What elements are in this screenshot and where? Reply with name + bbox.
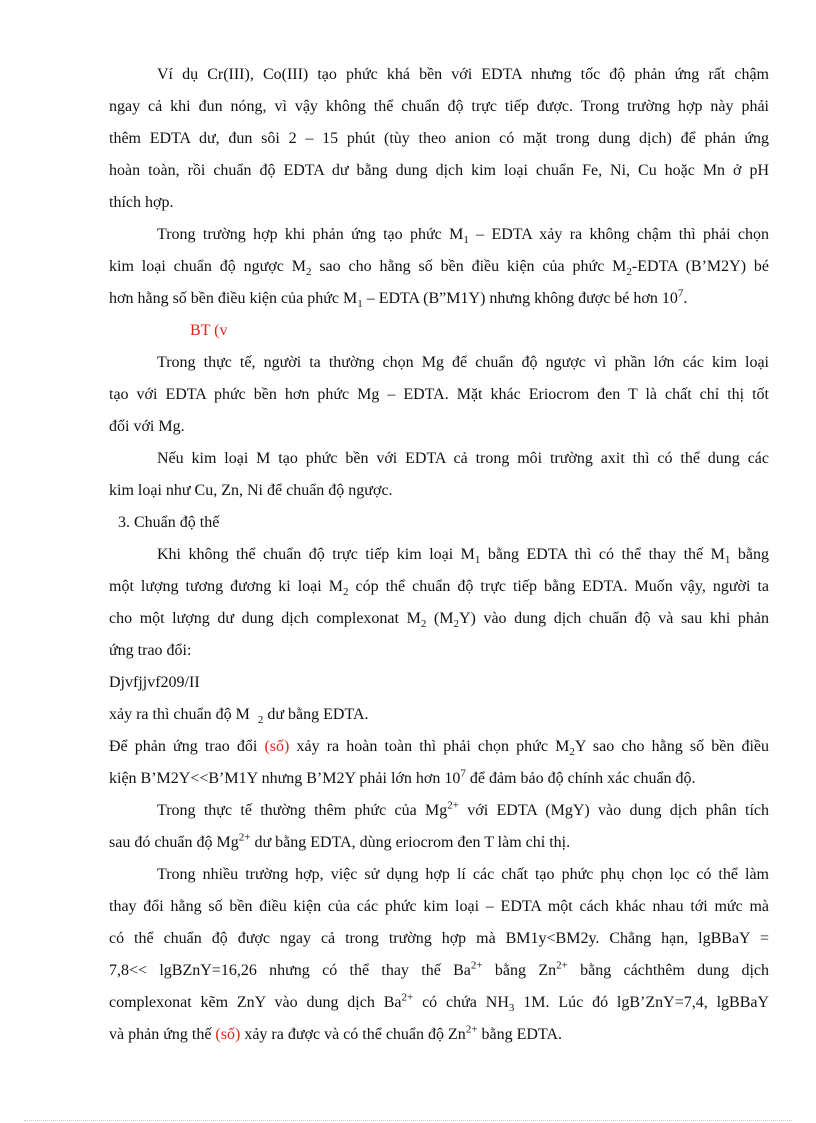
paragraph-line [109, 705, 769, 725]
paragraph-line [109, 609, 769, 629]
text-span: xảy ra được và có thể chuẩn độ Zn [240, 1026, 466, 1043]
subscript: 2 [569, 746, 575, 759]
text-span: – EDTA (B”M1Y) nhưng không được bé hơn 10 [362, 290, 678, 307]
text-span: 1M. Lúc đó lgB’ZnY=7,4, lgBBaY [514, 994, 770, 1011]
superscript: 7 [677, 287, 684, 300]
subscript: 2 [626, 266, 632, 279]
subscript: 1 [463, 234, 469, 247]
subscript: 2 [342, 586, 349, 599]
text-span: tạo với EDTA phức bền hơn phức Mg – EDTA. Mặt khác Eriocrom đen T là chất chỉ thị tốt [109, 386, 769, 403]
red-note: (số) [215, 1026, 241, 1043]
superscript: 2+ [556, 959, 568, 972]
text-span: 7,8<< lgBZnY=16,26 nhưng có thể thay thế Ba [109, 962, 471, 979]
paragraph-line [109, 577, 769, 597]
paragraph-line [157, 225, 769, 245]
text-span: Khi không thể chuẩn độ trực tiếp kim loại M [157, 546, 475, 563]
text-span: Djvfjjvf209/II [109, 674, 200, 691]
paragraph-line [109, 673, 769, 693]
text-span: bằng EDTA. [477, 1026, 563, 1043]
subscript: 2 [257, 714, 264, 727]
paragraph-line [109, 961, 769, 981]
paragraph-line [157, 449, 769, 469]
text-span: bằng EDTA thì có thể thay thế M [480, 546, 725, 563]
paragraph-line [109, 641, 769, 661]
paragraph-line [109, 481, 769, 501]
text-span: Để phản ứng trao đổi [109, 738, 265, 755]
subscript: 1 [724, 554, 731, 567]
paragraph-line [109, 97, 769, 117]
text-span: xảy ra thì chuẩn độ M [109, 706, 250, 723]
paragraph-line [109, 289, 769, 309]
subscript: 1 [474, 554, 481, 567]
text-span: Trong thực tế, người ta thường chọn Mg để chuẩn độ ngược vì phần lớn các kim loại [157, 354, 769, 371]
text-span: kim loại chuẩn độ ngược M [109, 258, 306, 275]
text-span: ứng trao đổi: [109, 642, 192, 659]
paragraph-line [109, 929, 769, 949]
text-span: thay đổi hằng số bền điều kiện của các phức kim loại – EDTA một cách khác nhau tới mức mà [109, 898, 769, 915]
subscript: 2 [305, 266, 312, 279]
paragraph-line [109, 257, 769, 277]
text-span: sao cho hằng số bền điều kiện của phức M [311, 258, 627, 275]
text-span: Ví dụ Cr(III), Co(III) tạo phức khá bền với EDTA nhưng tốc độ phản ứng rất chậm [157, 66, 769, 83]
text-span: có thể chuẩn độ được ngay cả trong trường hợp mà BM1y<BM2y. Chẳng hạn, lgBBaY = [109, 930, 769, 947]
text-span: hoàn toàn, rồi chuẩn độ EDTA dư bằng dung dịch kim loại chuẩn Fe, Ni, Cu hoặc Mn ở pH [109, 162, 769, 179]
subscript: 2 [453, 618, 459, 631]
text-span: bằng Zn [482, 962, 557, 979]
paragraph-line [109, 193, 769, 213]
text-span: kim loại như Cu, Zn, Ni để chuẩn độ ngược. [109, 482, 393, 499]
text-span: dư bằng EDTA. [263, 706, 369, 723]
text-span: BT (v [190, 322, 228, 339]
text-span: sau đó chuẩn độ Mg [109, 834, 239, 851]
text-span: để đảm bảo độ chính xác chuẩn độ. [465, 770, 696, 787]
text-span: 3. Chuẩn độ thế [118, 514, 220, 531]
text-span: một lượng tương đương ki loại M [109, 578, 343, 595]
text-span: bằng [730, 546, 769, 563]
text-span: Trong nhiều trường hợp, việc sử dụng hợp lí các chất tạo phức phụ chọn lọc có thể làm [157, 866, 769, 883]
superscript: 2+ [465, 1023, 478, 1036]
page-bottom-divider [24, 1120, 792, 1121]
superscript: 7 [460, 767, 466, 780]
superscript: 2+ [447, 799, 459, 812]
text-span: Y) vào dung dịch chuẩn độ và sau khi phản [458, 610, 770, 627]
bt-note [190, 321, 390, 341]
paragraph-line [109, 385, 769, 405]
paragraph-line [109, 161, 769, 181]
text-span: và phản ứng thế [109, 1026, 216, 1043]
superscript: 2+ [401, 991, 414, 1004]
text-span: Nếu kim loại M tạo phức bền với EDTA cả trong môi trường axit thì có thể dung các [157, 450, 769, 467]
paragraph-line [109, 993, 769, 1013]
text-span: (M [426, 610, 454, 627]
paragraph-line [109, 129, 769, 149]
text-span: thêm EDTA dư, đun sôi 2 – 15 phút (tùy theo anion có mặt trong dung dịch) để phản ứng [109, 130, 769, 147]
text-span: xảy ra hoàn toàn thì phải chọn phức M [289, 738, 570, 755]
text-span: cóp thể chuẩn độ trực tiếp bằng EDTA. Muốn vậy, người ta [348, 578, 770, 595]
text-span: đối với Mg. [109, 418, 185, 435]
subscript: 2 [420, 618, 427, 631]
text-span: Trong thực tế thường thêm phức của Mg [157, 802, 448, 819]
paragraph-line [109, 769, 769, 789]
text-span: dư bằng EDTA, dùng eriocrom đen T làm chỉ thị. [250, 834, 571, 851]
text-span: có chứa NH [413, 994, 509, 1011]
text-span: – EDTA xảy ra không chậm thì phải chọn [468, 226, 769, 243]
paragraph-line [109, 417, 769, 437]
red-note: (số) [264, 738, 290, 755]
text-span: . [683, 290, 688, 307]
superscript: 2+ [470, 959, 483, 972]
paragraph-line [157, 801, 769, 821]
paragraph-line [157, 353, 769, 373]
paragraph-line [109, 1025, 769, 1045]
text-span: cho một lượng dư dung dịch complexonat M [109, 610, 421, 627]
text-span: Trong trường hợp khi phản ứng tạo phức M [157, 226, 464, 243]
paragraph-line [157, 865, 769, 885]
text-span: complexonat kẽm ZnY vào dung dịch Ba [109, 994, 402, 1011]
text-span: kiện B’M2Y<<B’M1Y nhưng B’M2Y phải lớn hơn 10 [109, 770, 461, 787]
paragraph-line [157, 545, 769, 565]
paragraph-line [109, 897, 769, 917]
section-heading [118, 513, 778, 533]
paragraph-line [109, 833, 769, 853]
superscript: 2+ [238, 831, 251, 844]
text-span: hơn hằng số bền điều kiện của phức M [109, 290, 358, 307]
text-span: bằng cáchthêm dung dịch [567, 962, 769, 979]
text-span: -EDTA (B’M2Y) bé [631, 258, 770, 275]
text-span: Y sao cho hằng số bền điều [574, 738, 770, 755]
paragraph-line [109, 737, 769, 757]
text-span: với EDTA (MgY) vào dung dịch phân tích [458, 802, 770, 819]
text-span: ngay cả khi đun nóng, vì vậy không thể chuẩn độ trực tiếp được. Trong trường hợp này phải [109, 98, 769, 115]
subscript: 3 [508, 1002, 515, 1015]
paragraph-line [157, 65, 769, 85]
subscript: 1 [357, 298, 363, 311]
text-span: thích hợp. [109, 194, 174, 211]
